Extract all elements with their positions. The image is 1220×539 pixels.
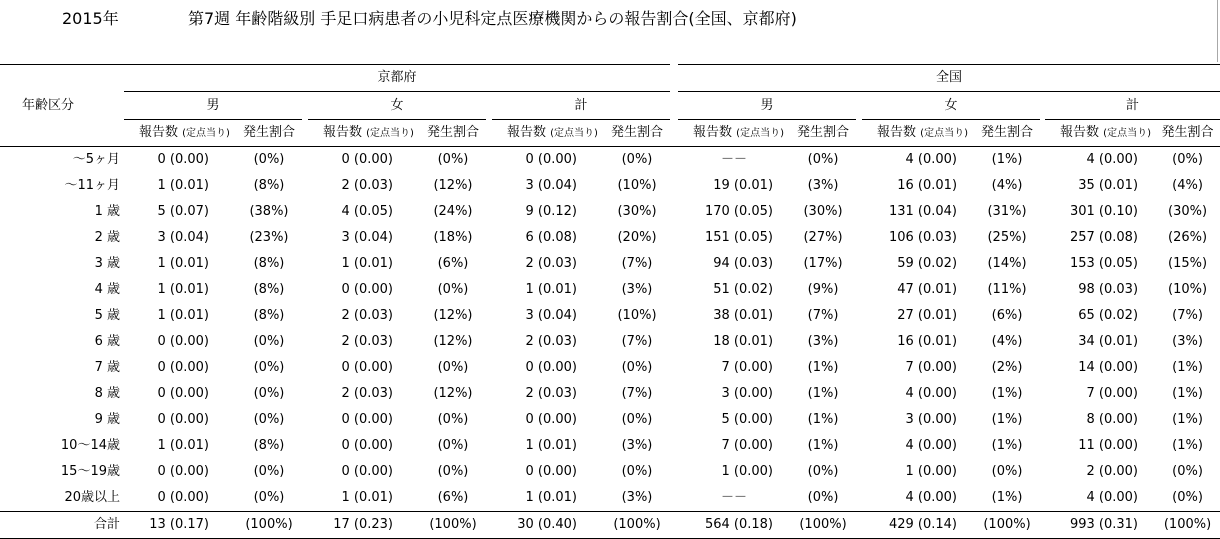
region-header-row [0, 65, 1220, 92]
per-sentinel-label: (定点当り) [736, 127, 784, 139]
report-count-kyoto-female: 0 (0.00) [341, 464, 393, 479]
report-count-national-total: 2 (0.00) [1086, 464, 1139, 479]
report-count-kyoto-male: 3 (0.04) [157, 230, 209, 245]
report-header [0, 0, 1220, 64]
report-count-kyoto-male: 0 (0.00) [157, 490, 209, 505]
rate-kyoto-male: (0%) [253, 360, 285, 375]
rate-national-male: (1%) [807, 438, 839, 453]
column-gap [670, 433, 678, 459]
report-count-label: 報告数 [693, 124, 733, 140]
column-gap [670, 355, 678, 381]
rate-national-total: (7%) [1172, 308, 1203, 323]
report-count-kyoto-female: 2 (0.03) [341, 386, 393, 401]
column-gap [670, 65, 678, 92]
rate-national-total: (1%) [1172, 386, 1203, 401]
report-count-national-total: 7 (0.00) [1086, 386, 1139, 401]
table-row [0, 459, 1220, 485]
rate-kyoto-male: (8%) [253, 282, 285, 297]
report-count-label: 報告数 [139, 124, 179, 140]
table-row [0, 381, 1220, 407]
group-header-national-female: 女 [862, 92, 1040, 120]
age-label: 6 歳 [94, 334, 120, 349]
report-count-label: 報告数 [877, 124, 917, 140]
column-gap [670, 277, 678, 303]
table-row [0, 329, 1220, 355]
report-count-kyoto-total: 2 (0.03) [525, 256, 577, 271]
rate-kyoto-female: (0%) [437, 464, 469, 479]
rate-national-male: (3%) [807, 334, 839, 349]
sex-header-row [0, 92, 1220, 120]
report-count-label: 報告数 [1060, 124, 1100, 140]
column-gap [670, 225, 678, 251]
report-count-national-male: 51 (0.02) [713, 282, 774, 297]
report-count-national-male: 170 (0.05) [704, 204, 774, 219]
report-count-kyoto-male: 1 (0.01) [157, 178, 209, 193]
report-count-kyoto-total: 1 (0.01) [525, 282, 577, 297]
report-count-kyoto-male: 1 (0.01) [157, 256, 209, 271]
rate-kyoto-female: (24%) [433, 204, 473, 219]
rate-national-female: (31%) [987, 204, 1027, 219]
rate-kyoto-total: (0%) [621, 360, 653, 375]
rate-national-total: (0%) [1172, 152, 1203, 167]
report-count-national-total: 153 (0.05) [1069, 256, 1139, 271]
rate-kyoto-female: (100%) [420, 512, 486, 539]
per-sentinel-label: (定点当り) [366, 127, 414, 139]
rate-kyoto-female: (0%) [437, 412, 469, 427]
report-count-national-male: 5 (0.00) [721, 412, 774, 427]
report-count-kyoto-female: 2 (0.03) [341, 178, 393, 193]
rate-national-total: (4%) [1172, 178, 1203, 193]
report-count-kyoto-female: 2 (0.03) [341, 334, 393, 349]
report-count-kyoto-total: 3 (0.04) [525, 308, 577, 323]
report-count-kyoto-total: 1 (0.01) [525, 490, 577, 505]
column-gap [670, 407, 678, 433]
report-count-kyoto-male: 5 (0.07) [157, 204, 209, 219]
report-count-national-female: 16 (0.01) [897, 178, 958, 193]
report-count-national-female: 3 (0.00) [905, 412, 958, 427]
report-count-kyoto-total: 1 (0.01) [525, 438, 577, 453]
age-label: 3 歳 [94, 256, 120, 271]
report-count-national-male: 1 (0.00) [721, 464, 774, 479]
report-count-kyoto-female: 0 (0.00) [341, 282, 393, 297]
rate-kyoto-female: (18%) [433, 230, 473, 245]
per-sentinel-label: (定点当り) [182, 127, 230, 139]
rate-national-male: (27%) [803, 230, 843, 245]
age-label: 9 歳 [94, 412, 120, 427]
rate-kyoto-male: (0%) [253, 412, 285, 427]
report-count-kyoto-male: 0 (0.00) [157, 152, 209, 167]
report-count-national-total: 14 (0.00) [1078, 360, 1139, 375]
column-gap [670, 173, 678, 199]
table-row [0, 251, 1220, 277]
report-title: 第7週 年齢階級別 手足口病患者の小児科定点医療機関からの報告割合(全国、京都府) [188, 9, 797, 28]
report-count-kyoto-male: 0 (0.00) [157, 412, 209, 427]
report-count-kyoto-male: 0 (0.00) [157, 386, 209, 401]
report-count-kyoto-male: 0 (0.00) [157, 334, 209, 349]
report-count-header-national-total [1045, 120, 1155, 147]
column-gap [670, 147, 678, 174]
report-count-national-female: 4 (0.00) [905, 386, 958, 401]
table-body [0, 147, 1220, 512]
rate-national-male: (17%) [803, 256, 843, 271]
table-row [0, 199, 1220, 225]
rate-national-total: (26%) [1168, 230, 1208, 245]
rate-national-male: (0%) [807, 490, 839, 505]
table-row [0, 433, 1220, 459]
rate-kyoto-total: (20%) [617, 230, 657, 245]
rate-national-total: (0%) [1172, 464, 1203, 479]
report-count-national-male: －－ [721, 152, 748, 167]
rate-national-total: (3%) [1172, 334, 1203, 349]
rate-national-male: (0%) [807, 152, 839, 167]
total-row [0, 512, 1220, 539]
rate-kyoto-total: (10%) [617, 308, 657, 323]
age-label: 2 歳 [94, 230, 120, 245]
group-header-kyoto-male: 男 [124, 92, 302, 120]
report-count-national-female: 429 (0.14) [862, 512, 974, 539]
measure-header-row [0, 120, 1220, 147]
report-count-national-total: 8 (0.00) [1086, 412, 1139, 427]
report-count-national-male: 3 (0.00) [721, 386, 774, 401]
age-label: 10～14歳 [60, 438, 120, 453]
age-label: 合計 [0, 512, 124, 539]
rate-header-national-total: 発生割合 [1155, 120, 1220, 147]
rate-national-female: (100%) [974, 512, 1040, 539]
rate-national-total: (1%) [1172, 438, 1203, 453]
report-count-national-female: 59 (0.02) [897, 256, 958, 271]
rate-kyoto-female: (12%) [433, 308, 473, 323]
report-count-kyoto-female: 0 (0.00) [341, 412, 393, 427]
rate-kyoto-total: (30%) [617, 204, 657, 219]
column-gap [670, 512, 678, 539]
table-row [0, 147, 1220, 174]
age-label: ～11ヶ月 [64, 178, 120, 193]
table-row [0, 303, 1220, 329]
report-count-national-female: 47 (0.01) [897, 282, 958, 297]
report-count-kyoto-male: 1 (0.01) [157, 438, 209, 453]
report-count-national-total: 98 (0.03) [1078, 282, 1139, 297]
report-count-national-female: 7 (0.00) [905, 360, 958, 375]
report-count-label: 報告数 [323, 124, 363, 140]
group-header-national-male: 男 [678, 92, 856, 120]
rate-kyoto-total: (10%) [617, 178, 657, 193]
report-count-kyoto-female: 0 (0.00) [341, 360, 393, 375]
column-gap [670, 381, 678, 407]
report-count-kyoto-female: 0 (0.00) [341, 152, 393, 167]
report-count-kyoto-male: 0 (0.00) [157, 464, 209, 479]
report-count-kyoto-female: 1 (0.01) [341, 490, 393, 505]
report-count-national-male: 38 (0.01) [713, 308, 774, 323]
rate-kyoto-male: (100%) [236, 512, 302, 539]
rate-national-female: (6%) [991, 308, 1023, 323]
rate-kyoto-male: (0%) [253, 152, 285, 167]
rate-kyoto-total: (0%) [621, 152, 653, 167]
report-count-national-total: 11 (0.00) [1078, 438, 1139, 453]
rate-national-male: (3%) [807, 178, 839, 193]
report-count-national-male: 564 (0.18) [678, 512, 790, 539]
report-count-kyoto-female: 2 (0.03) [341, 308, 393, 323]
report-count-national-male: 7 (0.00) [721, 360, 774, 375]
rate-kyoto-total: (3%) [621, 282, 653, 297]
report-count-label: 報告数 [507, 124, 547, 140]
rate-kyoto-female: (12%) [433, 386, 473, 401]
age-label: 7 歳 [94, 360, 120, 375]
table-row [0, 355, 1220, 381]
rate-national-female: (1%) [991, 438, 1023, 453]
rate-national-male: (9%) [807, 282, 839, 297]
age-group-report-table [0, 64, 1220, 539]
rate-kyoto-total: (0%) [621, 412, 653, 427]
rate-national-female: (4%) [991, 178, 1023, 193]
age-label: 15～19歳 [60, 464, 120, 479]
rate-kyoto-male: (8%) [253, 308, 285, 323]
report-count-national-female: 4 (0.00) [905, 152, 958, 167]
report-count-kyoto-total: 0 (0.00) [525, 152, 577, 167]
rate-national-female: (1%) [991, 412, 1023, 427]
rate-national-total: (1%) [1172, 412, 1203, 427]
table-row [0, 485, 1220, 512]
column-gap [670, 92, 678, 120]
rate-national-female: (1%) [991, 490, 1023, 505]
rate-national-total: (1%) [1172, 360, 1203, 375]
rate-national-female: (1%) [991, 152, 1023, 167]
rate-kyoto-male: (0%) [253, 334, 285, 349]
report-count-kyoto-total: 2 (0.03) [525, 334, 577, 349]
report-count-national-total: 35 (0.01) [1078, 178, 1139, 193]
table-footer [0, 512, 1220, 539]
rate-national-male: (1%) [807, 386, 839, 401]
age-label: 1 歳 [94, 204, 120, 219]
report-count-kyoto-female: 1 (0.01) [341, 256, 393, 271]
report-count-header-kyoto-total [492, 120, 604, 147]
column-gap [670, 485, 678, 512]
report-count-national-female: 4 (0.00) [905, 490, 958, 505]
group-header-kyoto-female: 女 [308, 92, 486, 120]
rate-kyoto-female: (6%) [437, 490, 469, 505]
group-header-national-total: 計 [1045, 92, 1220, 120]
report-count-kyoto-female: 0 (0.00) [341, 438, 393, 453]
rate-kyoto-female: (12%) [433, 334, 473, 349]
rate-national-female: (1%) [991, 386, 1023, 401]
age-label: 20歳以上 [64, 490, 120, 505]
report-count-national-total: 4 (0.00) [1086, 152, 1139, 167]
report-count-national-female: 1 (0.00) [905, 464, 958, 479]
report-count-header-national-female [862, 120, 974, 147]
rate-national-male: (1%) [807, 360, 839, 375]
rate-kyoto-male: (0%) [253, 464, 285, 479]
table-row [0, 173, 1220, 199]
report-count-kyoto-female: 17 (0.23) [308, 512, 420, 539]
rate-kyoto-female: (6%) [437, 256, 469, 271]
table-header [0, 65, 1220, 147]
rate-header-national-female: 発生割合 [974, 120, 1040, 147]
report-count-national-total: 4 (0.00) [1086, 490, 1139, 505]
column-gap [670, 199, 678, 225]
report-count-national-male: 7 (0.00) [721, 438, 774, 453]
column-gap [670, 303, 678, 329]
report-count-kyoto-total: 6 (0.08) [525, 230, 577, 245]
rate-kyoto-female: (0%) [437, 360, 469, 375]
report-count-national-female: 131 (0.04) [888, 204, 958, 219]
report-count-national-total: 301 (0.10) [1069, 204, 1139, 219]
report-count-kyoto-male: 13 (0.17) [124, 512, 236, 539]
report-count-kyoto-total: 3 (0.04) [525, 178, 577, 193]
report-count-kyoto-male: 1 (0.01) [157, 308, 209, 323]
rate-kyoto-total: (0%) [621, 464, 653, 479]
age-label: 8 歳 [94, 386, 120, 401]
rate-header-kyoto-female: 発生割合 [420, 120, 486, 147]
report-count-national-total: 34 (0.01) [1078, 334, 1139, 349]
rate-kyoto-total: (7%) [621, 256, 653, 271]
rate-national-male: (30%) [803, 204, 843, 219]
rate-national-total: (30%) [1168, 204, 1208, 219]
column-gap [670, 459, 678, 485]
report-count-national-female: 106 (0.03) [888, 230, 958, 245]
rate-header-kyoto-male: 発生割合 [236, 120, 302, 147]
rate-kyoto-male: (8%) [253, 256, 285, 271]
rate-kyoto-male: (0%) [253, 490, 285, 505]
rate-kyoto-male: (0%) [253, 386, 285, 401]
report-count-national-female: 16 (0.01) [897, 334, 958, 349]
report-count-kyoto-total: 0 (0.00) [525, 412, 577, 427]
rate-national-total: (15%) [1168, 256, 1208, 271]
region-header-kyoto: 京都府 [124, 65, 670, 92]
age-column-header: 年齢区分 [0, 65, 124, 147]
table-row [0, 407, 1220, 433]
rate-national-total: (10%) [1168, 282, 1208, 297]
report-count-national-male: 94 (0.03) [713, 256, 774, 271]
rate-kyoto-total: (7%) [621, 386, 653, 401]
per-sentinel-label: (定点当り) [550, 127, 598, 139]
rate-national-total: (0%) [1172, 490, 1203, 505]
per-sentinel-label: (定点当り) [1103, 127, 1151, 139]
report-count-kyoto-total: 2 (0.03) [525, 386, 577, 401]
report-count-kyoto-total: 0 (0.00) [525, 360, 577, 375]
rate-header-national-male: 発生割合 [790, 120, 856, 147]
report-count-national-female: 4 (0.00) [905, 438, 958, 453]
report-count-national-male: 151 (0.05) [704, 230, 774, 245]
report-count-national-total: 65 (0.02) [1078, 308, 1139, 323]
column-gap [670, 251, 678, 277]
report-count-national-female: 27 (0.01) [897, 308, 958, 323]
group-header-kyoto-total: 計 [492, 92, 670, 120]
rate-kyoto-male: (8%) [253, 178, 285, 193]
report-count-kyoto-female: 4 (0.05) [341, 204, 393, 219]
rate-kyoto-female: (0%) [437, 152, 469, 167]
report-count-kyoto-male: 1 (0.01) [157, 282, 209, 297]
report-count-national-male: 19 (0.01) [713, 178, 774, 193]
rate-national-male: (100%) [790, 512, 856, 539]
report-count-header-kyoto-female [308, 120, 420, 147]
rate-kyoto-male: (38%) [249, 204, 289, 219]
report-count-national-total: 993 (0.31) [1045, 512, 1155, 539]
report-count-kyoto-total: 30 (0.40) [492, 512, 604, 539]
rate-national-female: (25%) [987, 230, 1027, 245]
rate-kyoto-male: (23%) [249, 230, 289, 245]
report-count-national-total: 257 (0.08) [1069, 230, 1139, 245]
report-count-header-national-male [678, 120, 790, 147]
age-label: 5 歳 [94, 308, 120, 323]
rate-national-female: (4%) [991, 334, 1023, 349]
rate-national-male: (0%) [807, 464, 839, 479]
report-count-national-male: 18 (0.01) [713, 334, 774, 349]
rate-national-female: (14%) [987, 256, 1027, 271]
rate-national-female: (11%) [987, 282, 1027, 297]
rate-kyoto-total: (3%) [621, 490, 653, 505]
rate-national-female: (2%) [991, 360, 1023, 375]
column-gap [670, 329, 678, 355]
rate-national-total: (100%) [1155, 512, 1220, 539]
rate-national-male: (1%) [807, 412, 839, 427]
rate-kyoto-total: (100%) [604, 512, 670, 539]
rate-national-female: (0%) [991, 464, 1023, 479]
report-year: 2015年 [62, 9, 119, 28]
rate-kyoto-total: (3%) [621, 438, 653, 453]
frame-edge [1217, 0, 1218, 62]
per-sentinel-label: (定点当り) [920, 127, 968, 139]
table-row [0, 225, 1220, 251]
report-count-kyoto-total: 0 (0.00) [525, 464, 577, 479]
report-count-kyoto-total: 9 (0.12) [525, 204, 577, 219]
report-count-national-male: －－ [721, 490, 748, 505]
rate-header-kyoto-total: 発生割合 [604, 120, 670, 147]
rate-kyoto-female: (12%) [433, 178, 473, 193]
rate-kyoto-male: (8%) [253, 438, 285, 453]
region-header-national: 全国 [678, 65, 1220, 92]
report-count-kyoto-male: 0 (0.00) [157, 360, 209, 375]
rate-national-male: (7%) [807, 308, 839, 323]
table-row [0, 277, 1220, 303]
age-label: 4 歳 [94, 282, 120, 297]
age-label: ～5ヶ月 [72, 152, 120, 167]
rate-kyoto-female: (0%) [437, 282, 469, 297]
report-count-kyoto-female: 3 (0.04) [341, 230, 393, 245]
rate-kyoto-total: (7%) [621, 334, 653, 349]
rate-kyoto-female: (0%) [437, 438, 469, 453]
report-count-header-kyoto-male [124, 120, 236, 147]
column-gap [670, 120, 678, 147]
